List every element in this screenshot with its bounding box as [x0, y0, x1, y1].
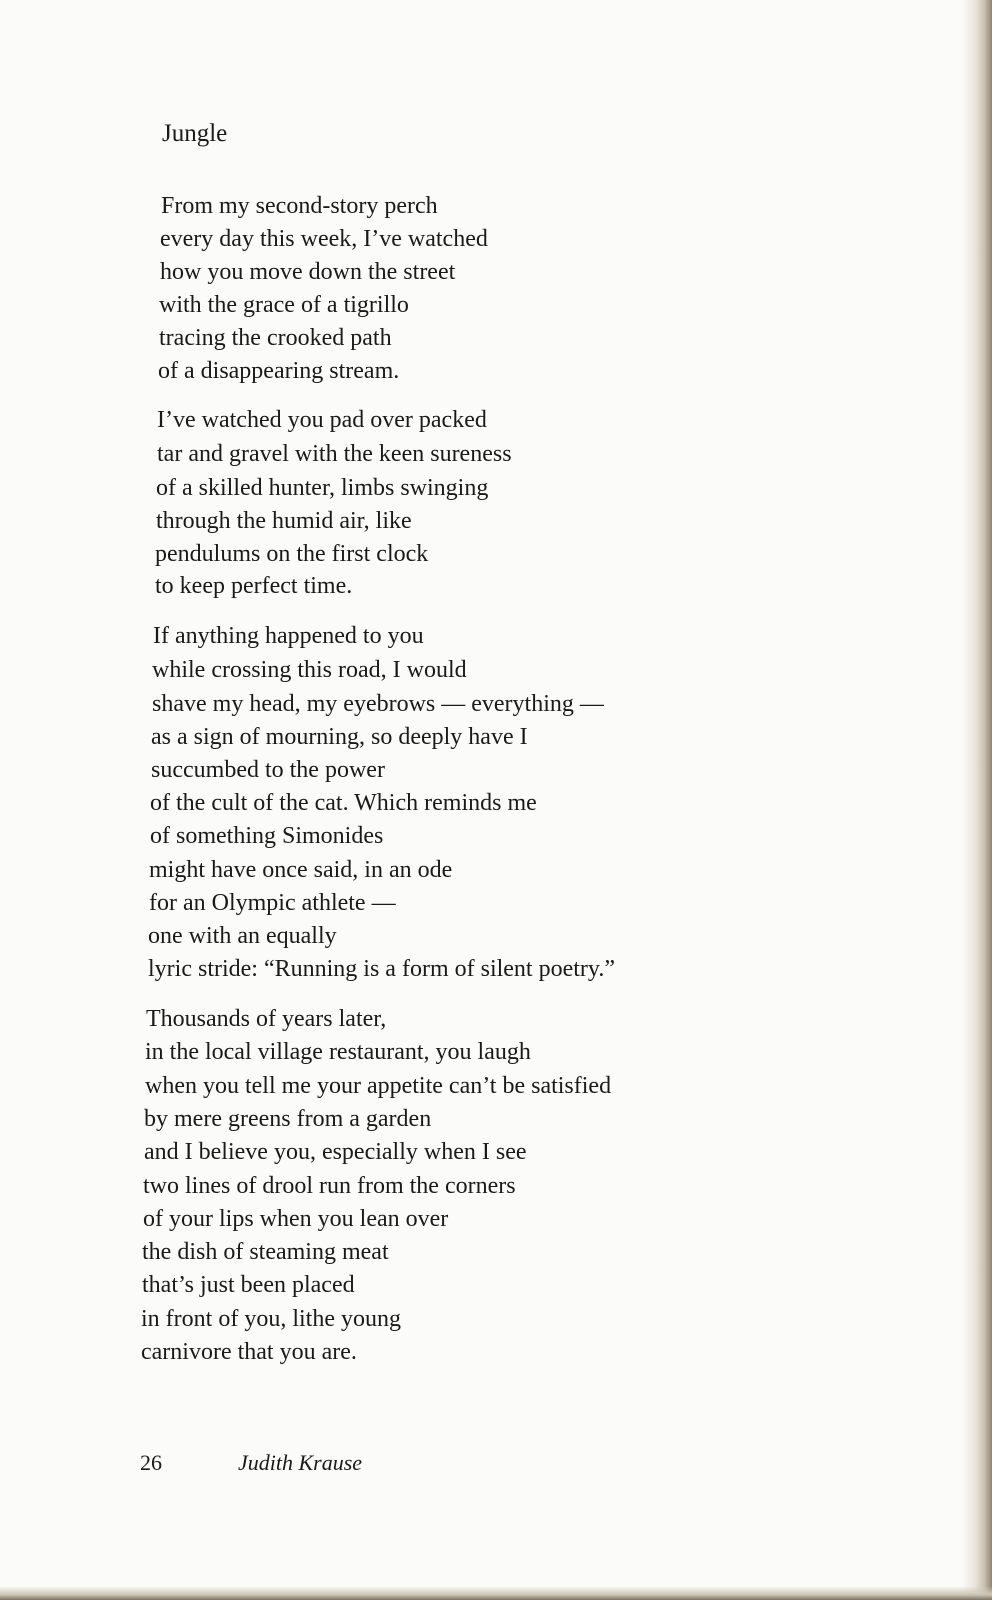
poem-line: two lines of drool run from the corners: [143, 1173, 516, 1199]
poem-line: shave my head, my eyebrows — everything —: [152, 691, 604, 717]
poem-line: how you move down the street: [160, 259, 456, 285]
poem-line: Thousands of years later,: [146, 1006, 387, 1032]
poem-line: with the grace of a tigrillo: [159, 292, 409, 318]
page-number: 26: [140, 1450, 162, 1475]
poem-line: pendulums on the first clock: [155, 541, 429, 567]
poem-line: as a sign of mourning, so deeply have I: [151, 724, 528, 750]
poem-line: that’s just been placed: [142, 1272, 355, 1298]
poem-line: in the local village restaurant, you laugh: [145, 1039, 531, 1065]
poem-line: while crossing this road, I would: [152, 657, 467, 683]
poem-line: lyric stride: “Running is a form of silent poetry.”: [148, 956, 616, 982]
poem-line: when you tell me your appetite can’t be satisfied: [145, 1073, 612, 1099]
poem-line: From my second-story perch: [161, 193, 438, 219]
poem-line: of a disappearing stream.: [158, 358, 400, 384]
poem-line: carnivore that you are.: [141, 1339, 357, 1365]
poem-line: of the cult of the cat. Which reminds me: [150, 790, 537, 816]
poem-title: Jungle: [162, 120, 228, 147]
poem-line: tar and gravel with the keen sureness: [157, 441, 512, 467]
poem-line: for an Olympic athlete —: [149, 890, 396, 916]
poem-line: through the humid air, like: [156, 508, 412, 534]
poem-line: in front of you, lithe young: [141, 1306, 401, 1332]
poem-line: the dish of steaming meat: [142, 1239, 389, 1265]
poem-line: one with an equally: [148, 923, 337, 949]
poem-line: might have once said, in an ode: [149, 857, 453, 883]
poem-line: If anything happened to you: [153, 623, 424, 649]
poem-line: tracing the crooked path: [159, 325, 392, 351]
author-name: Judith Krause: [238, 1450, 363, 1475]
poem-line: by mere greens from a garden: [144, 1106, 432, 1132]
poem-line: and I believe you, especially when I see: [144, 1139, 527, 1165]
poem-line: to keep perfect time.: [155, 573, 353, 599]
poem-line: every day this week, I’ve watched: [160, 226, 488, 252]
poem-line: succumbed to the power: [151, 757, 385, 783]
poem-line: of your lips when you lean over: [143, 1206, 449, 1232]
poem-line: I’ve watched you pad over packed: [157, 407, 487, 433]
poem-line: of a skilled hunter, limbs swinging: [156, 475, 489, 501]
poem-line: of something Simonides: [150, 823, 384, 849]
